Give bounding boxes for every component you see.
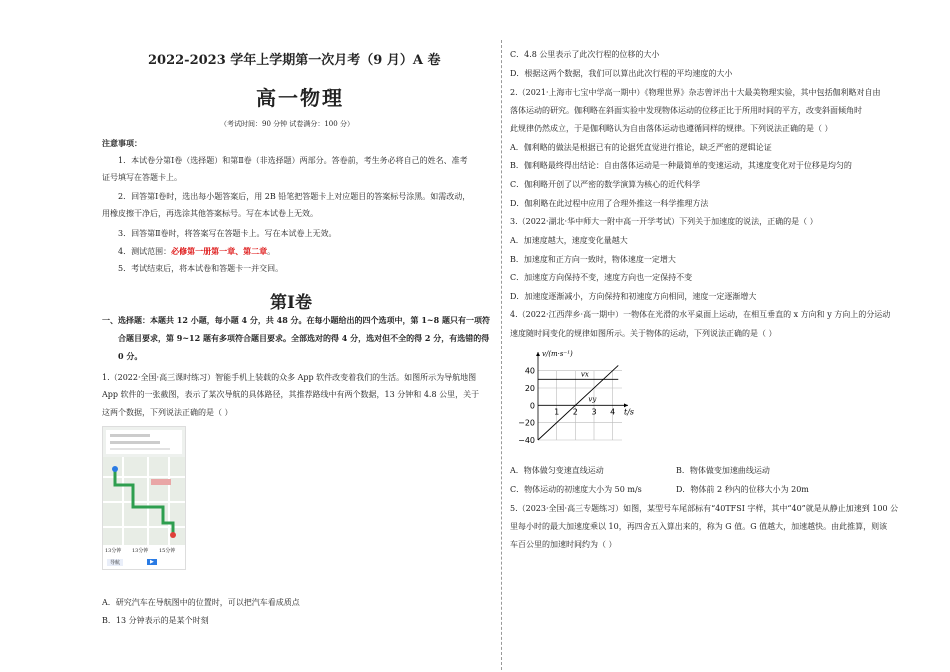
end-point-icon	[170, 532, 176, 538]
y-axis-arrow	[536, 352, 540, 356]
x-tick-label: 1	[554, 407, 560, 417]
q5-line-1: 5.（2023·全国·高三专题练习）如图，某型号车尾部标有“40TFSI 字样，其中“40”就是从静止加速到 100 公	[510, 504, 899, 513]
q4-line-1: 4.（2022·江西萍乡·高一期中）一物体在光滑的水平桌面上运动，在相互垂直的 x 方向和 y 方向上的分运动	[510, 310, 891, 319]
navigation-screenshot	[102, 426, 186, 570]
q3-option-b: B．加速度和正方向一致时，物体速度一定增大	[510, 255, 676, 264]
start-nav-icon[interactable]: ▶	[147, 559, 157, 565]
x-axis-label: t/s	[624, 407, 635, 417]
y-tick-label: 20	[524, 384, 535, 393]
note-3: 3．回答第Ⅱ卷时，将答案写在答题卡上。写在本试卷上无效。	[118, 229, 337, 238]
section-intro-1: 一、选择题：本题共 12 小题，每小题 4 分，共 48 分。在每小题给出的四个选项中，第 1~8 题只有一项符	[102, 315, 490, 325]
note-4-range: 必修第一册第一章、第二章	[171, 246, 268, 256]
chart-labels	[518, 350, 634, 445]
notes-heading: 注意事项：	[102, 138, 142, 148]
q5-line-2: 里每小时的最大加速度乘以 10，再四舍五入算出来的，称为 G 值。G 值越大，加速越快。由此推算，则该	[510, 522, 888, 531]
x-tick-label: 2	[572, 407, 578, 417]
q2-line-1: 2.（2021·上海市七宝中学高一期中）《物理世界》杂志曾评出十大最美物理实验，其中包括伽利略对自由	[510, 88, 881, 97]
q2-line-2: 落体运动的研究。伽利略在斜面实验中发现物体运动的位移正比于所用时间的平方，改变斜面倾角时	[510, 106, 862, 115]
note-1a: 1．本试卷分第Ⅰ卷（选择题）和第Ⅱ卷（非选择题）两部分。答卷前，考生务必将自己的姓名、准考	[118, 156, 468, 165]
note-4-suffix: 。	[267, 247, 276, 256]
q4-option-a: A．物体做匀变速直线运动	[510, 466, 604, 475]
start-point-icon	[112, 466, 118, 472]
route-options	[103, 545, 185, 569]
section-title: 第Ⅰ卷	[270, 293, 312, 313]
q1-line-2: App 软件的一张截图，表示了某次导航的具体路径，其推荐路线中有两个数据，13 分钟和 4.8 公里，关于	[102, 390, 480, 399]
series-vy	[538, 365, 618, 440]
y-tick-label: −40	[518, 436, 535, 445]
q4-option-b: B．物体做变加速曲线运动	[676, 466, 770, 475]
route-option-2[interactable]: 13分钟	[132, 548, 149, 554]
y-tick-label: 40	[524, 366, 535, 376]
q4-option-c: C．物体运动的初速度大小为 50 m/s	[510, 485, 642, 494]
route-map	[103, 457, 185, 545]
note-1b: 证号填写在答题卡上。	[102, 173, 182, 182]
q2-option-d: D．伽利略在此过程中应用了合理外推这一科学推理方法	[510, 199, 709, 208]
x-tick-label: 4	[610, 407, 616, 417]
series-label-vx: vx	[580, 370, 589, 379]
q2-option-b: B．伽利略最终得出结论：自由落体运动是一种最简单的变速运动，其速度变化对于位移是均匀的	[510, 161, 852, 170]
q2-option-a: A．伽利略的做法是根据已有的论据凭直觉进行推论，缺乏严密的逻辑论证	[510, 143, 772, 152]
left-column	[100, 0, 495, 672]
section-intro-2: 合题目要求，第 9~12 题有多项符合题目要求。全部选对的得 4 分，选对但不全的得 2 分，有选错的得	[118, 333, 490, 343]
subject-title: 高一物理	[256, 86, 344, 110]
column-divider	[501, 40, 502, 670]
q1-option-a: A．研究汽车在导航图中的位置时，可以把汽车看成质点	[102, 598, 300, 607]
q3-option-d: D．加速度逐渐减小，方向保持和初速度方向相同，速度一定逐渐增大	[510, 292, 757, 301]
section-intro-3: 0 分。	[118, 351, 143, 361]
q4-line-2: 速度随时间变化的规律如图所示。关于物体的运动，下列说法正确的是（ ）	[510, 329, 777, 338]
note-2b: 用橡皮擦干净后，再选涂其他答案标号。写在本试卷上无效。	[102, 209, 318, 218]
note-5: 5．考试结束后，将本试卷和答题卡一并交回。	[118, 264, 284, 273]
route-option-1[interactable]: 13分钟	[105, 548, 122, 554]
q2-line-3: 此规律仍然成立，于是伽利略认为自由落体运动也遵循同样的规律。下列说法正确的是（ ）	[510, 124, 833, 133]
x-tick-label: 3	[591, 407, 597, 417]
route-option-3[interactable]: 15分钟	[159, 548, 176, 554]
search-panel	[106, 430, 182, 454]
q3-line-1: 3.（2022·湖北·华中师大一附中高一开学考试）下列关于加速度的说法，正确的是（ ）	[510, 217, 818, 226]
q1-line-3: 这两个数据，下列说法正确的是（ ）	[102, 408, 233, 417]
note-2a: 2．回答第Ⅰ卷时，选出每小题答案后，用 2B 铅笔把答题卡上对应题目的答案标号涂黑。如需改动，	[118, 192, 471, 201]
velocity-time-chart	[510, 346, 640, 446]
q2-option-c: C．伽利略开创了以严密的数学演算为核心的近代科学	[510, 180, 701, 189]
q4-option-d: D．物体前 2 秒内的位移大小为 20m	[676, 485, 809, 494]
y-axis-label: v/(m·s⁻¹)	[542, 350, 573, 358]
q1-line-1: 1.（2022·全国·高三课时练习）智能手机上装载的众多 App 软件改变着我们的生活。如图所示为导航地图	[102, 373, 477, 382]
q1-option-c: C．4.8 公里表示了此次行程的位移的大小	[510, 50, 660, 59]
q1-option-d: D．根据这两个数据，我们可以算出此次行程的平均速度的大小	[510, 69, 733, 78]
series-label-vy: vy	[588, 395, 597, 404]
chart-axes	[536, 352, 628, 440]
right-column	[510, 0, 905, 672]
exam-info: （考试时间：90 分钟 试卷满分：100 分）	[220, 120, 354, 128]
q5-line-3: 车百公里的加速时间约为（ ）	[510, 540, 617, 549]
y-tick-label: −20	[518, 418, 535, 428]
y-tick-label: 0	[529, 401, 535, 411]
q3-option-a: A．加速度越大，速度变化量越大	[510, 236, 628, 245]
q1-option-b: B．13 分钟表示的是某个时刻	[102, 616, 209, 625]
chart-series	[538, 365, 618, 440]
navigate-button[interactable]: 导航	[107, 559, 123, 566]
exam-title: 2022-2023 学年上学期第一次月考（9 月）A 卷	[148, 53, 441, 68]
q3-option-c: C．加速度方向保持不变，速度方向也一定保持不变	[510, 273, 693, 282]
note-4	[118, 243, 275, 260]
note-4-prefix: 4．测试范围：	[118, 247, 172, 256]
